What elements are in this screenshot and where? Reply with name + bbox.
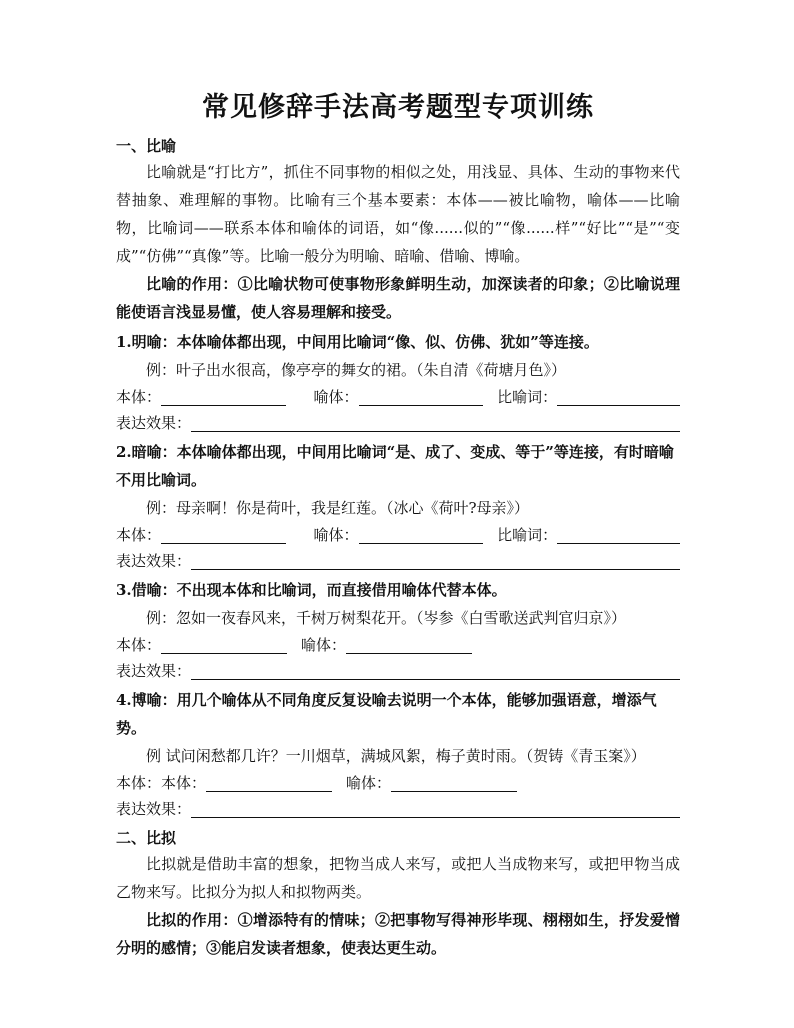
vehicle-label: 喻体： (301, 636, 347, 654)
tenor-blank[interactable] (161, 525, 286, 544)
extended-metaphor-heading: 4.博喻：用几个喻体从不同角度反复设喻去说明一个本体，能够加强语意，增添气势。 (116, 691, 657, 737)
extended-metaphor-example: 例 试问闲愁都几许？一川烟草，满城风絮，梅子黄时雨。（贺铸《青玉案》） (146, 747, 646, 765)
tenor-label: 本体：本体： (116, 774, 207, 792)
effect-blank[interactable] (191, 413, 680, 432)
metonymic-metaphor-heading: 3.借喻：不出现本体和比喻词，而直接借用喻体代替本体。 (116, 581, 507, 599)
effect-blank[interactable] (191, 551, 680, 570)
effect-blank[interactable] (191, 661, 680, 680)
effect-blank[interactable] (191, 799, 680, 818)
tenor-blank[interactable] (161, 635, 287, 654)
personification-function: 比拟的作用：①增添特有的情味；②把事物写得神形毕现、栩栩如生，抒发爱憎分明的感情；③能启发读者想象，使表达更生动。 (116, 911, 680, 957)
metonymic-metaphor-effect-row (116, 658, 680, 684)
metaphor-implicit-answer-row (116, 522, 680, 548)
vehicle-label: 喻体： (313, 526, 359, 544)
tenor-label: 本体： (116, 636, 162, 654)
metaphor-implicit-effect-row (116, 548, 680, 574)
section-heading-personification: 二、比拟 (116, 829, 177, 847)
page-title: 常见修辞手法高考题型专项训练 (202, 92, 594, 123)
simile-heading: 1.明喻：本体喻体都出现，中间用比喻词“像、似、仿佛、犹如”等连接。 (116, 333, 599, 351)
effect-label: 表达效果： (116, 800, 192, 818)
effect-label: 表达效果： (116, 662, 192, 680)
tenor-label: 本体： (116, 526, 162, 544)
vehicle-blank[interactable] (346, 635, 472, 654)
marker-blank[interactable] (557, 525, 680, 544)
simile-example: 例：叶子出水很高，像亭亭的舞女的裙。（朱自清《荷塘月色》） (146, 361, 567, 379)
metaphor-implicit-heading: 2.暗喻：本体喻体都出现，中间用比喻词“是、成了、变成、等于”等连接，有时暗喻不用比喻词。 (116, 443, 674, 489)
section-heading-metaphor: 一、比喻 (116, 137, 177, 155)
metaphor-function: 比喻的作用：①比喻状物可使事物形象鲜明生动，加深读者的印象；②比喻说理能使语言浅显易懂，使人容易理解和接受。 (116, 275, 680, 321)
tenor-label: 本体： (116, 388, 162, 406)
extended-metaphor-answer-row (116, 770, 680, 796)
personification-intro: 比拟就是借助丰富的想象，把物当成人来写，或把人当成物来写，或把甲物当成乙物来写。比拟分为拟人和拟物两类。 (116, 855, 680, 901)
document-page (116, 88, 680, 962)
tenor-blank[interactable] (206, 773, 332, 792)
marker-label: 比喻词： (497, 388, 558, 406)
effect-label: 表达效果： (116, 414, 192, 432)
vehicle-label: 喻体： (346, 774, 392, 792)
simile-answer-row (116, 384, 680, 410)
vehicle-blank[interactable] (359, 525, 484, 544)
vehicle-label: 喻体： (313, 388, 359, 406)
vehicle-blank[interactable] (391, 773, 517, 792)
marker-blank[interactable] (557, 387, 680, 406)
metonymic-metaphor-example: 例：忽如一夜春风来，千树万树梨花开。（岑参《白雪歌送武判官归京》） (146, 609, 627, 627)
metaphor-implicit-example: 例：母亲啊！你是荷叶，我是红莲。（冰心《荷叶?母亲》） (146, 499, 530, 517)
metonymic-metaphor-answer-row (116, 632, 680, 658)
effect-label: 表达效果： (116, 552, 192, 570)
metaphor-intro: 比喻就是“打比方”，抓住不同事物的相似之处，用浅显、具体、生动的事物来代替抽象、难理解的事物。比喻有三个基本要素：本体——被比喻物，喻体——比喻物，比喻词——联系本体和喻体的词语，如“像......似的”“像......样”“好比”“是”“变成”“仿佛”“真像”等。比喻一般分为明喻、暗喻、借喻、博喻。 (116, 163, 680, 265)
simile-effect-row (116, 410, 680, 436)
marker-label: 比喻词： (497, 526, 558, 544)
extended-metaphor-effect-row (116, 796, 680, 822)
tenor-blank[interactable] (161, 387, 286, 406)
vehicle-blank[interactable] (359, 387, 484, 406)
